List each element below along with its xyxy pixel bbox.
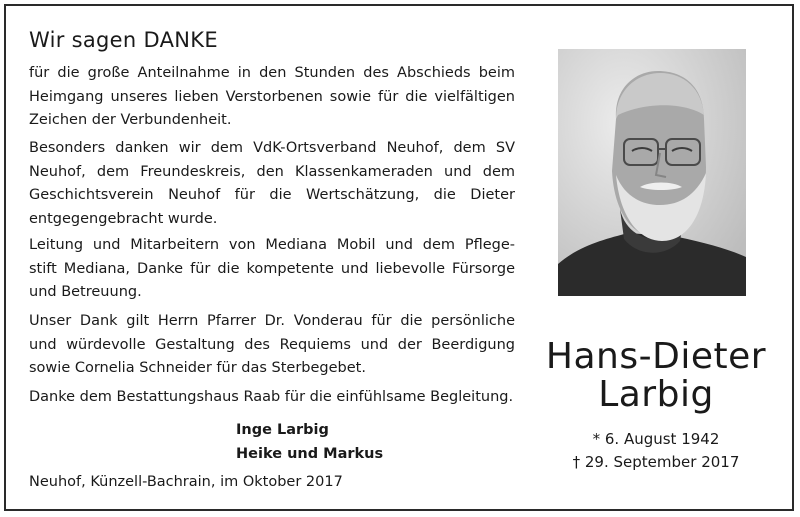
deceased-last-name: Larbig (598, 374, 714, 415)
text-line: Zeichen der Verbundenheit. (29, 112, 232, 128)
text-line: und Betreuung. (29, 284, 142, 300)
text-line: stift Mediana, Danke für die kompetente und liebevolle Fürsorge (29, 260, 515, 277)
text-line: sowie Cornelia Schneider für das Sterbegebet. (29, 360, 366, 376)
signatories (236, 419, 383, 466)
signatory: Heike und Markus (236, 445, 384, 462)
heading: Wir sagen DANKE (29, 28, 218, 52)
text-line: Unser Dank gilt Herrn Pfarrer Dr. Vonderau für die persönliche (29, 313, 515, 329)
signatory: Inge Larbig (236, 422, 329, 438)
portrait-photo (558, 49, 746, 296)
paragraph-care (29, 234, 515, 305)
paragraph-funeral-home (29, 386, 515, 410)
text-line: für die große Anteilnahme in den Stunden des Abschieds beim (29, 65, 515, 81)
text-line: Leitung und Mitarbeitern von Mediana Mobil und dem Pflege- (29, 237, 515, 253)
text-line: Neuhof, dem Freundeskreis, den Klassenkameraden und dem (29, 163, 515, 180)
birth-date: * 6. August 1942 (592, 430, 720, 448)
paragraph-thanks (29, 62, 515, 133)
paragraph-pastor (29, 310, 515, 381)
text-line: Heimgang unseres lieben Verstorbenen sowie für die vielfältigen (29, 88, 515, 105)
place-date: Neuhof, Künzell-Bachrain, im Oktober 2017 (29, 474, 343, 490)
text-line: Danke dem Bestattungshaus Raab für die einfühlsame Begleitung. (29, 389, 514, 405)
deceased-first-name: Hans-Dieter (545, 336, 767, 377)
text-line: Besonders danken wir dem VdK-Ortsverband Neuhof, dem SV (29, 140, 515, 156)
text-line: Geschichtsverein Neuhof für die Wertschätzung, die Dieter (29, 187, 515, 203)
text-line: entgegengebracht wurde. (29, 210, 218, 227)
text-line: und würdevolle Gestaltung des Requiems und der Beerdigung (29, 336, 515, 353)
paragraph-associations (29, 137, 515, 231)
death-date: † 29. September 2017 (572, 453, 740, 471)
